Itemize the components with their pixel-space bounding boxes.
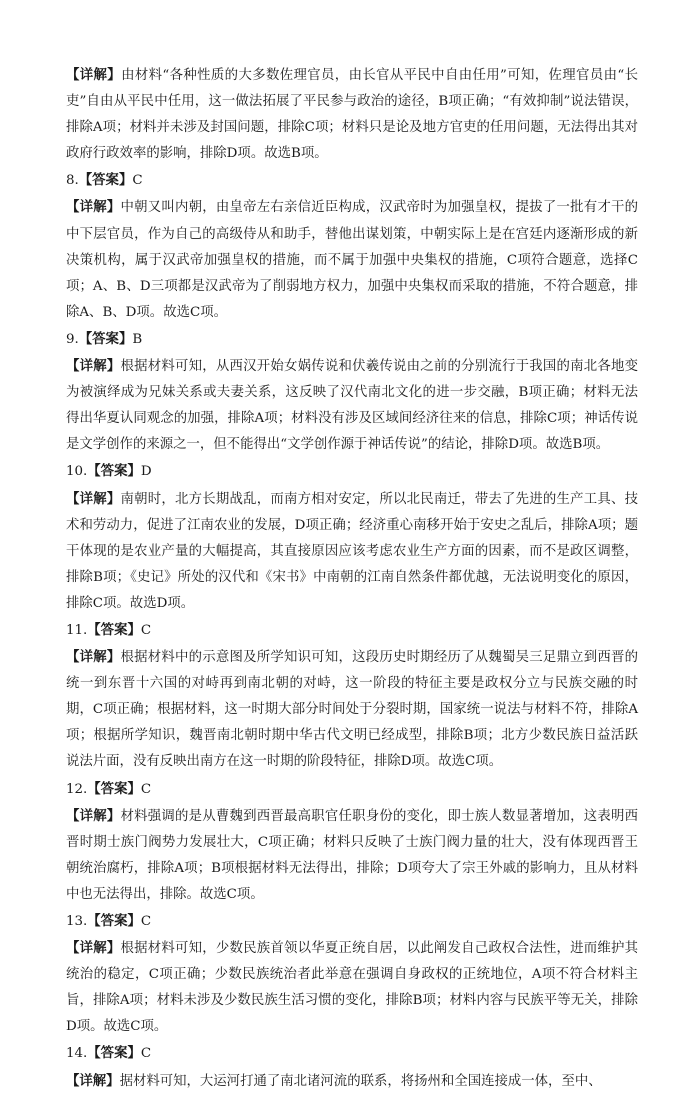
- answer-line: [66, 908, 638, 935]
- document-page: [66, 62, 638, 1095]
- detail-tag: 【详解】: [66, 67, 122, 83]
- detail-tag: 【详解】: [66, 490, 121, 507]
- answer-value: C: [140, 1046, 152, 1062]
- detail-tag: 【详解】: [66, 807, 121, 824]
- answer-tag: 【答案】: [87, 463, 141, 480]
- detail-tag: 【详解】: [66, 649, 121, 666]
- detail-tag: 【详解】: [66, 1072, 120, 1089]
- answer-line: [66, 776, 638, 803]
- detail-text: 根据材料中的示意图及所学知识可知，这段历史时期经历了从魏蜀吴三足鼎立到西晋的统一到东晋十六国的对峙再到南北朝的对峙，这一阶段的特征主要是政权分立与民族交融的时期，C项正确；根据材料，这一时期大部分时间处于分裂时期，国家统一说法与材料不符，排除A项；根据所学知识，魏晋南北朝时期中华古代文明已经成型，排除B项；北方少数民族日益活跃说法片面，没有反映出南方在这一时期的阶段特征，排除D项。故选C项。: [66, 650, 638, 770]
- question-number: 11.: [66, 622, 88, 638]
- detail-paragraph: [66, 1068, 638, 1095]
- detail-tag: 【详解】: [66, 940, 121, 957]
- answer-line: [66, 458, 638, 485]
- answer-value: B: [132, 331, 143, 347]
- question-number: 12.: [66, 781, 88, 797]
- question-number: 13.: [66, 914, 88, 929]
- answer-line: [66, 326, 638, 353]
- answer-tag: 【答案】: [78, 330, 133, 347]
- answer-value: C: [140, 781, 152, 797]
- detail-text: 据材料可知，大运河打通了南北诸河流的联系，将扬州和全国连接成一体，至中、: [119, 1073, 602, 1089]
- detail-text: 中朝又叫内朝，由皇帝左右亲信近臣构成，汉武帝时为加强皇权，提拔了一批有才干的中下层官员，作为自己的高级侍从和助手，替他出谋划策，中朝实际上是在宫廷内逐渐形成的新决策机构，属于汉武帝加强皇权的措施，而不属于加强中央集权的措施，C项符合题意，选择C项；A、B、D三项都是汉武帝为了削弱地方权力，加强中央集权而采取的措施，不符合题意，排除A、B、D项。故选C项。: [66, 200, 638, 320]
- answer-value: C: [140, 914, 152, 929]
- detail-paragraph: [66, 486, 638, 617]
- detail-text: 南朝时，北方长期战乱，而南方相对安定，所以北民南迁，带去了先进的生产工具、技术和劳动力，促进了江南农业的发展，D项正确；经济重心南移开始于安史之乱后，排除A项；题干体现的是农业产量的大幅提高，其直接原因应该考虑农业生产方面的因素，而不是政区调整，排除B项；《史记》所处的汉代和《宋书》中南朝的江南自然条件都优越，无法说明变化的原因，排除C项。故选D项。: [66, 491, 638, 611]
- detail-paragraph: [66, 803, 638, 908]
- answer-value: C: [132, 173, 143, 189]
- question-number: 8.: [66, 173, 79, 189]
- detail-paragraph: [66, 644, 638, 775]
- question-number: 9.: [66, 331, 79, 347]
- answer-line: [66, 617, 638, 644]
- answer-tag: 【答案】: [78, 172, 133, 189]
- answer-value: C: [140, 622, 152, 638]
- detail-paragraph: [66, 62, 638, 167]
- detail-tag: 【详解】: [66, 199, 121, 216]
- question-number: 10.: [66, 464, 88, 480]
- detail-paragraph: [66, 935, 638, 1040]
- detail-tag: 【详解】: [66, 358, 121, 375]
- detail-text: 根据材料可知，少数民族首领以华夏正统自居，以此阐发自己政权合法性，进而维护其统治的稳定，C项正确；少数民族统治者此举意在强调自身政权的正统地位，A项不符合材料主旨，排除A项；材料未涉及少数民族生活习惯的变化，排除B项；材料内容与民族平等无关，排除D项。故选C项。: [66, 941, 638, 1035]
- detail-text: 根据材料可知，从西汉开始女娲传说和伏羲传说由之前的分别流行于我国的南北各地变为被演绎成为兄妹关系或夫妻关系，这反映了汉代南北文化的进一步交融，B项正确；材料无法得出华夏认同观念的加强，排除A项；材料没有涉及区域间经济往来的信息，排除C项；神话传说是文学创作的来源之一，但不能得出“文学创作源于神话传说”的结论，排除D项。故选B项。: [66, 359, 638, 453]
- answer-tag: 【答案】: [87, 913, 141, 929]
- answer-tag: 【答案】: [87, 780, 141, 797]
- answer-line: [66, 1040, 638, 1067]
- detail-text: 由材料“各种性质的大多数佐理官员，由长官从平民中自由任用”可知，佐理官员由“长吏”自由从平民中任用，这一做法拓展了平民参与政治的途径，B项正确；“有效抑制”说法错误，排除A项；材料并未涉及封国问题，排除C项；材料只是论及地方官吏的任用问题，无法得出其对政府行政效率的影响，排除D项。故选B项。: [66, 68, 638, 162]
- detail-paragraph: [66, 194, 638, 325]
- answer-tag: 【答案】: [87, 621, 141, 638]
- answer-value: D: [140, 464, 152, 480]
- answer-line: [66, 167, 638, 194]
- detail-paragraph: [66, 353, 638, 458]
- answer-tag: 【答案】: [87, 1045, 141, 1062]
- question-number: 14.: [66, 1046, 88, 1062]
- detail-text: 材料强调的是从曹魏到西晋最高职官任职身份的变化，即士族人数显著增加，这表明西晋时期士族门阀势力发展壮大，C项正确；材料只反映了士族门阀力量的壮大，没有体现西晋王朝统治腐朽，排除A项；B项根据材料无法得出，排除；D项夸大了宗王外戚的影响力，且从材料中也无法得出，排除。故选C项。: [66, 808, 638, 902]
